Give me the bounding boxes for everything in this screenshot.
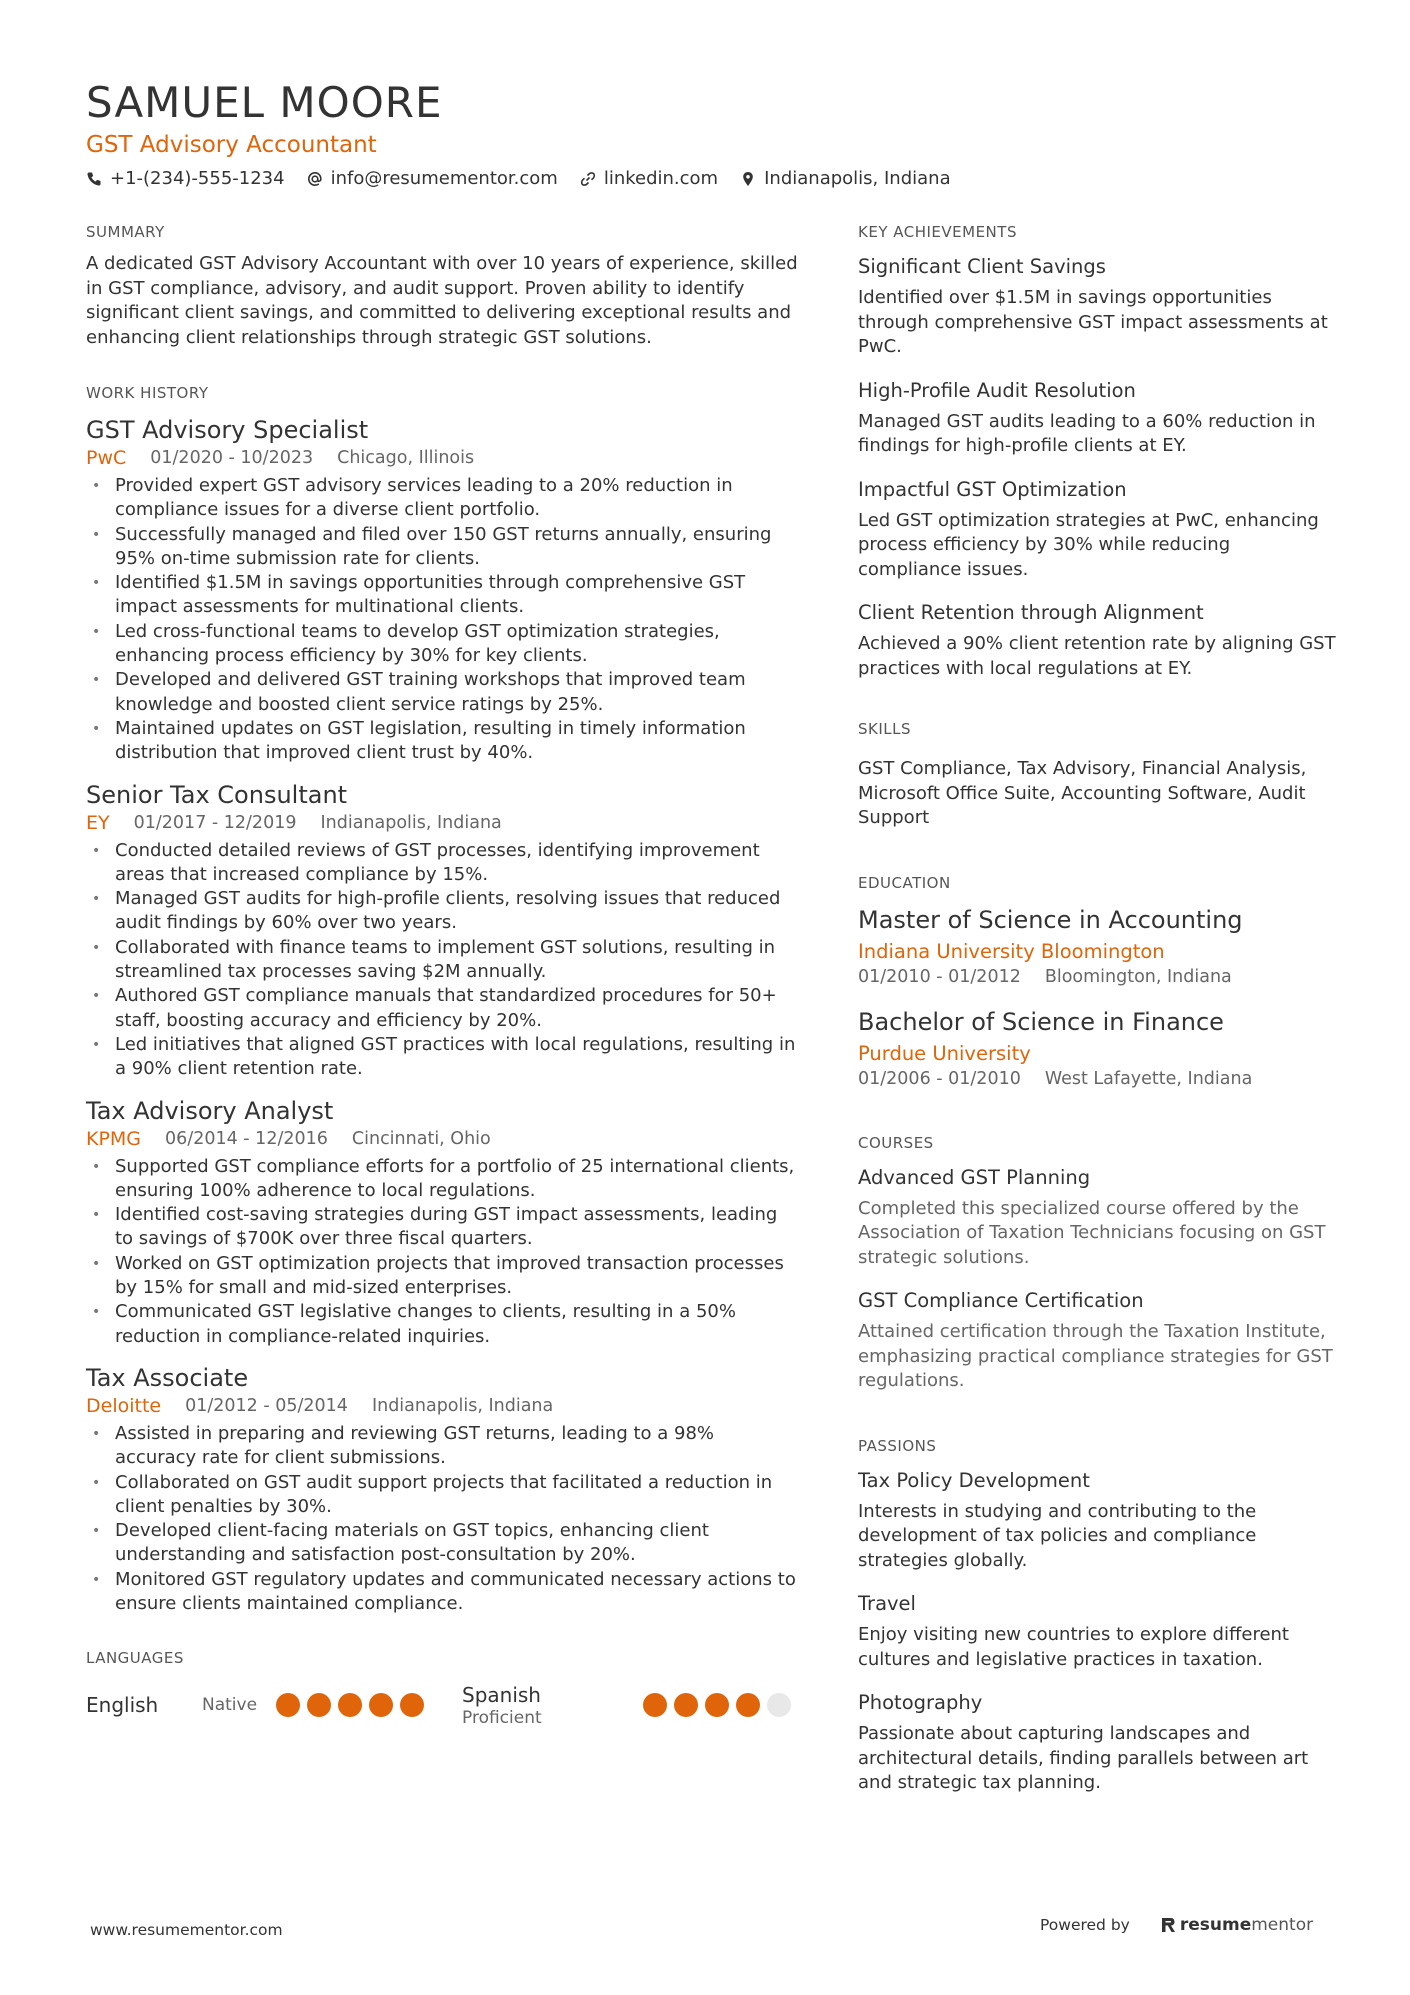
language-name: Spanish [462, 1683, 541, 1708]
job-location: Cincinnati, Ohio [351, 1128, 491, 1149]
footer-branding [1040, 1915, 1313, 1935]
achievement-title: High-Profile Audit Resolution [858, 378, 1136, 402]
education-location: Bloomington, Indiana [1044, 966, 1232, 987]
job-title: Tax Associate [86, 1363, 249, 1392]
language-rating [276, 1693, 431, 1717]
course-title: Advanced GST Planning [858, 1165, 1091, 1189]
achievement-title: Impactful GST Optimization [858, 477, 1127, 501]
achievement-text: Managed GST audits leading to a 60% reduction in findings for high-profile clients at EY. [858, 410, 1316, 456]
language-level: Native [202, 1695, 258, 1716]
work-history-section [86, 383, 798, 1616]
achievement-text: Identified over $1.5M in savings opportunities through comprehensive GST impact assessments at PwC. [858, 287, 1328, 357]
education-item [858, 905, 1338, 989]
course-title: GST Compliance Certification [858, 1289, 1144, 1312]
link-icon [580, 171, 596, 187]
language-item [86, 1692, 462, 1718]
job-entry [86, 1363, 798, 1616]
brand-name-bold: resume [1179, 1915, 1252, 1935]
left-column [86, 222, 798, 1728]
education-degree: Bachelor of Science in Finance [858, 1007, 1224, 1036]
education-school: Purdue University [858, 1041, 1031, 1065]
rating-dot-empty [767, 1693, 791, 1717]
rating-dot-filled [369, 1693, 393, 1717]
linkedin-text: linkedin.com [603, 168, 719, 189]
contact-phone [86, 168, 285, 189]
achievement-item [858, 254, 1338, 360]
education-dates: 01/2006 - 01/2010 [858, 1068, 1021, 1089]
job-location: Indianapolis, Indiana [320, 812, 502, 833]
languages-section [86, 1648, 798, 1728]
rating-dot-filled [400, 1693, 424, 1717]
rating-dot-filled [643, 1693, 667, 1717]
job-bullet: • Identified $1.5M in savings opportunities through comprehensive GST impact assessments for multinational clients. [86, 571, 798, 620]
section-heading: SKILLS [858, 720, 912, 738]
job-bullet: • Led cross-functional teams to develop GST optimization strategies, enhancing process efficiency by 30% for key clients. [86, 620, 798, 669]
job-bullet: • Identified cost-saving strategies during GST impact assessments, leading to savings of $700K over three fiscal quarters. [86, 1203, 798, 1252]
rating-dot-filled [674, 1693, 698, 1717]
passion-title: Travel [858, 1592, 916, 1615]
job-bullet: • Assisted in preparing and reviewing GST returns, leading to a 98% accuracy rate for client submissions. [86, 1422, 798, 1471]
phone-text: +1-(234)-555-1234 [110, 168, 285, 189]
location-text: Indianapolis, Indiana [764, 168, 951, 189]
rating-dot-filled [338, 1693, 362, 1717]
candidate-title: GST Advisory Accountant [86, 132, 377, 158]
job-bullet: • Maintained updates on GST legislation, resulting in timely information distribution that improved client trust by 40%. [86, 717, 798, 766]
achievement-title: Client Retention through Alignment [858, 601, 1204, 624]
job-bullets [86, 839, 798, 1082]
at-icon [307, 171, 323, 187]
education-meta [858, 1067, 1338, 1091]
job-bullet: • Worked on GST optimization projects that improved transaction processes by 15% for small and mid-sized enterprises. [86, 1252, 798, 1301]
section-heading: KEY ACHIEVEMENTS [858, 223, 1017, 241]
job-bullet: • Authored GST compliance manuals that standardized procedures for 50+ staff, boosting accuracy and efficiency by 20%. [86, 984, 798, 1033]
rating-dot-filled [307, 1693, 331, 1717]
job-bullets [86, 1155, 798, 1349]
job-bullet: • Provided expert GST advisory services leading to a 20% reduction in compliance issues for a diverse client portfolio. [86, 474, 798, 523]
section-heading: EDUCATION [858, 873, 951, 892]
phone-icon [86, 171, 102, 187]
section-heading: LANGUAGES [86, 1649, 184, 1668]
job-bullet: • Communicated GST legislative changes to clients, resulting in a 50% reduction in compliance-related inquiries. [86, 1300, 798, 1349]
job-bullet: • Managed GST audits for high-profile clients, resolving issues that reduced audit findings by 60% over two years. [86, 887, 798, 936]
brand-logo[interactable] [1160, 1915, 1313, 1935]
job-meta [86, 811, 798, 835]
brand-name-light: mentor [1251, 1915, 1314, 1935]
job-dates: 01/2017 - 12/2019 [133, 812, 297, 833]
job-bullets [86, 1422, 798, 1616]
education-meta [858, 965, 1338, 989]
job-dates: 01/2012 - 05/2014 [185, 1395, 348, 1416]
job-company: PwC [86, 447, 127, 469]
summary-text: A dedicated GST Advisory Accountant with over 10 years of experience, skilled in GST compliance, advisory, and audit support. Proven ability to identify significant client savings, and committed to delivering exceptional results and enhancing client relationships through strategic GST solutions. [86, 253, 798, 348]
skills-text: GST Compliance, Tax Advisory, Financial Analysis, Microsoft Office Suite, Accounting Software, Audit Support [858, 758, 1307, 828]
education-item [858, 1007, 1338, 1091]
passion-item [858, 1468, 1338, 1574]
job-bullet: • Led initiatives that aligned GST practices with local regulations, resulting in a 90% client retention rate. [86, 1033, 798, 1082]
job-bullet: • Successfully managed and filed over 150 GST returns annually, ensuring 95% on-time submission rate for clients. [86, 523, 798, 572]
job-bullet: • Collaborated on GST audit support projects that facilitated a reduction in client penalties by 30%. [86, 1471, 798, 1520]
job-company: EY [86, 811, 110, 834]
education-dates: 01/2010 - 01/2012 [858, 966, 1021, 987]
job-dates: 06/2014 - 12/2016 [165, 1128, 328, 1149]
achievement-title: Significant Client Savings [858, 255, 1106, 278]
achievement-item [858, 477, 1338, 583]
section-heading: PASSIONS [858, 1436, 937, 1455]
right-column [858, 222, 1338, 1796]
language-rating [643, 1693, 798, 1717]
job-entry [86, 415, 798, 766]
job-title: Tax Advisory Analyst [86, 1096, 334, 1125]
achievements-section [858, 222, 1338, 681]
course-text: Attained certification through the Taxation Institute, emphasizing practical compliance strategies for GST regulations. [858, 1321, 1333, 1391]
contact-email[interactable] [307, 168, 558, 189]
achievement-text: Achieved a 90% client retention rate by aligning GST practices with local regulations at EY. [858, 633, 1336, 679]
job-dates: 01/2020 - 10/2023 [150, 448, 314, 468]
language-row [86, 1682, 798, 1728]
job-bullets [86, 474, 798, 766]
contact-location [740, 168, 951, 189]
job-bullet: • Developed and delivered GST training workshops that improved team knowledge and boosted client service ratings by 25%. [86, 668, 798, 717]
job-bullet: • Conducted detailed reviews of GST processes, identifying improvement areas that increased compliance by 15%. [86, 839, 798, 888]
job-title: Senior Tax Consultant [86, 780, 348, 809]
job-location: Chicago, Illinois [337, 448, 475, 468]
job-entry [86, 1096, 798, 1349]
job-title: GST Advisory Specialist [86, 416, 369, 444]
job-bullet: • Monitored GST regulatory updates and communicated necessary actions to ensure clients maintained compliance. [86, 1568, 798, 1617]
job-entry [86, 780, 798, 1082]
location-pin-icon [740, 171, 756, 187]
passion-text: Interests in studying and contributing to the development of tax policies and compliance strategies globally. [858, 1500, 1257, 1571]
contact-bar [86, 168, 1336, 189]
resume-header [86, 78, 1336, 189]
section-heading: WORK HISTORY [86, 384, 209, 402]
job-bullet: • Supported GST compliance efforts for a portfolio of 25 international clients, ensuring 100% adherence to local regulations. [86, 1155, 798, 1204]
job-meta [86, 1127, 798, 1151]
passion-item [858, 1690, 1338, 1796]
skills-section [858, 719, 1338, 831]
course-item [858, 1165, 1338, 1271]
language-label-block [462, 1682, 643, 1728]
education-section [858, 873, 1338, 1091]
passion-item [858, 1591, 1338, 1672]
job-company: Deloitte [86, 1394, 162, 1417]
rating-dot-filled [705, 1693, 729, 1717]
passion-title: Tax Policy Development [858, 1468, 1090, 1492]
job-meta [86, 446, 798, 470]
summary-section [86, 222, 798, 350]
section-heading: SUMMARY [86, 223, 165, 241]
language-name: English [86, 1693, 159, 1718]
achievement-item [858, 600, 1338, 681]
achievement-text: Led GST optimization strategies at PwC, enhancing process efficiency by 30% while reducing compliance issues. [858, 509, 1319, 580]
course-item [858, 1288, 1338, 1394]
email-text: info@resumementor.com [330, 168, 558, 189]
language-level: Proficient [462, 1708, 542, 1729]
job-location: Indianapolis, Indiana [371, 1395, 554, 1416]
education-degree: Master of Science in Accounting [858, 905, 1243, 934]
passion-title: Photography [858, 1691, 983, 1714]
job-meta [86, 1394, 798, 1418]
education-location: West Lafayette, Indiana [1044, 1068, 1253, 1089]
contact-linkedin[interactable] [580, 168, 718, 189]
education-school: Indiana University Bloomington [858, 939, 1165, 963]
powered-by-text: Powered by [1040, 1916, 1130, 1934]
candidate-name: SAMUEL MOORE [86, 78, 443, 127]
language-item [462, 1682, 798, 1728]
passion-text: Passionate about capturing landscapes and architectural details, finding parallels between art and strategic tax planning. [858, 1723, 1309, 1793]
resume-mentor-logo-icon [1160, 1916, 1176, 1934]
job-bullet: • Developed client-facing materials on GST topics, enhancing client understanding and satisfaction post-consultation by 20%. [86, 1519, 798, 1568]
achievement-item [858, 378, 1338, 459]
course-text: Completed this specialized course offered by the Association of Taxation Technicians focusing on GST strategic solutions. [858, 1197, 1326, 1268]
passion-text: Enjoy visiting new countries to explore different cultures and legislative practices in taxation. [858, 1624, 1289, 1670]
courses-section [858, 1133, 1338, 1394]
rating-dot-filled [276, 1693, 300, 1717]
footer-website[interactable]: www.resumementor.com [90, 1921, 283, 1939]
rating-dot-filled [736, 1693, 760, 1717]
job-company: KPMG [86, 1127, 142, 1150]
job-bullet: • Collaborated with finance teams to implement GST solutions, resulting in streamlined tax processes saving $2M annually. [86, 936, 798, 985]
passions-section [858, 1436, 1338, 1796]
section-heading: COURSES [858, 1133, 934, 1152]
